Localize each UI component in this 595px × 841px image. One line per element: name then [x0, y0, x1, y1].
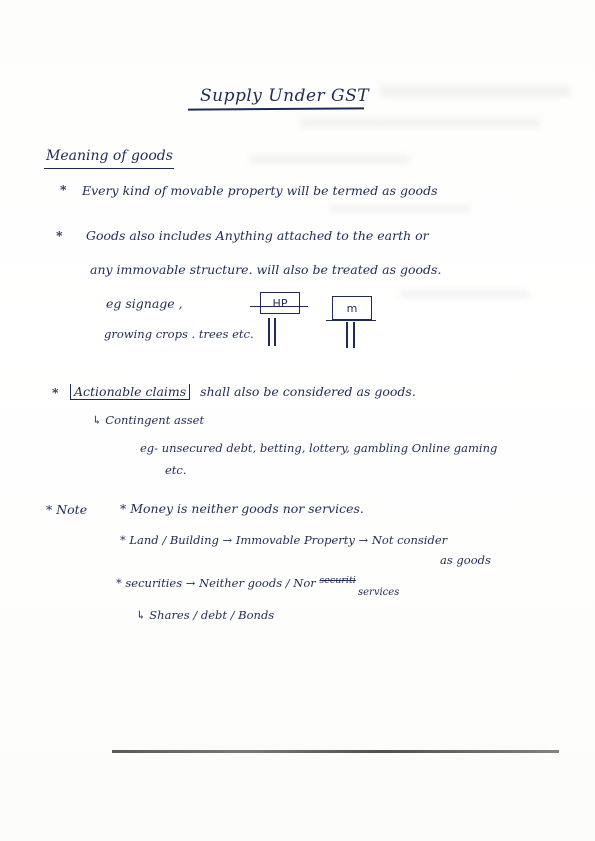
signboard-sketch-m [326, 292, 378, 352]
bleed-through-mark [330, 205, 470, 213]
note-label: * Note [46, 502, 88, 517]
bleed-through-mark [380, 85, 570, 97]
page-bottom-edge [112, 750, 559, 753]
note-item-shares [136, 608, 274, 622]
page-title: Supply Under GST [200, 86, 370, 106]
bleed-through-mark [400, 290, 530, 298]
note-item-land-building: * Land / Building → Immovable Property → Not consider [120, 533, 448, 547]
contingent-asset-text: Contingent asset [105, 413, 205, 427]
sign-post [353, 322, 355, 348]
actionable-claims-rest: shall also be considered as goods. [200, 384, 416, 399]
title-underline [188, 107, 364, 110]
hook-arrow-icon: ↳ [92, 413, 102, 427]
sign-beam [326, 320, 376, 321]
example-actionable-line2: etc. [165, 463, 187, 477]
bleed-through-mark [300, 118, 540, 128]
sign-post [346, 322, 348, 348]
note-item-money: * Money is neither goods nor services. [120, 501, 364, 516]
point-bullet: * [52, 385, 59, 400]
sign-post [274, 318, 276, 346]
actionable-claims-boxed: Actionable claims [70, 384, 190, 400]
shares-text: Shares / debt / Bonds [149, 608, 275, 622]
section-heading-meaning: Meaning of goods [46, 148, 173, 164]
hook-arrow-icon: ↳ [136, 608, 146, 622]
example-signage: eg signage , [106, 296, 183, 311]
sign-board: HP [260, 292, 300, 314]
subpoint-contingent-asset [92, 413, 204, 427]
point-bullet: * [60, 182, 67, 197]
point-attached-earth-line1: Goods also includes Anything attached to the earth or [86, 228, 429, 243]
example-growing-crops: growing crops . trees etc. [104, 327, 254, 341]
note-item-securities [116, 576, 356, 590]
point-attached-earth-line2: any immovable structure. will also be treated as goods. [90, 262, 442, 277]
point-movable-property: Every kind of movable property will be termed as goods [82, 183, 438, 198]
signboard-sketch-hp [250, 290, 310, 350]
example-actionable-line1: eg- unsecured debt, betting, lottery, gambling Online gaming [140, 441, 498, 455]
bleed-through-mark [250, 155, 410, 164]
point-bullet: * [56, 228, 63, 243]
heading-underline [44, 168, 174, 169]
sign-post [268, 318, 270, 346]
struck-word: securiti [319, 575, 356, 586]
point-actionable-claims [70, 384, 416, 399]
sign-board: m [332, 296, 372, 320]
note-item-securities-services: services [358, 587, 400, 598]
note-item-land-building-cont: as goods [440, 553, 491, 567]
securities-text: * securities → Neither goods / Nor [116, 576, 316, 590]
